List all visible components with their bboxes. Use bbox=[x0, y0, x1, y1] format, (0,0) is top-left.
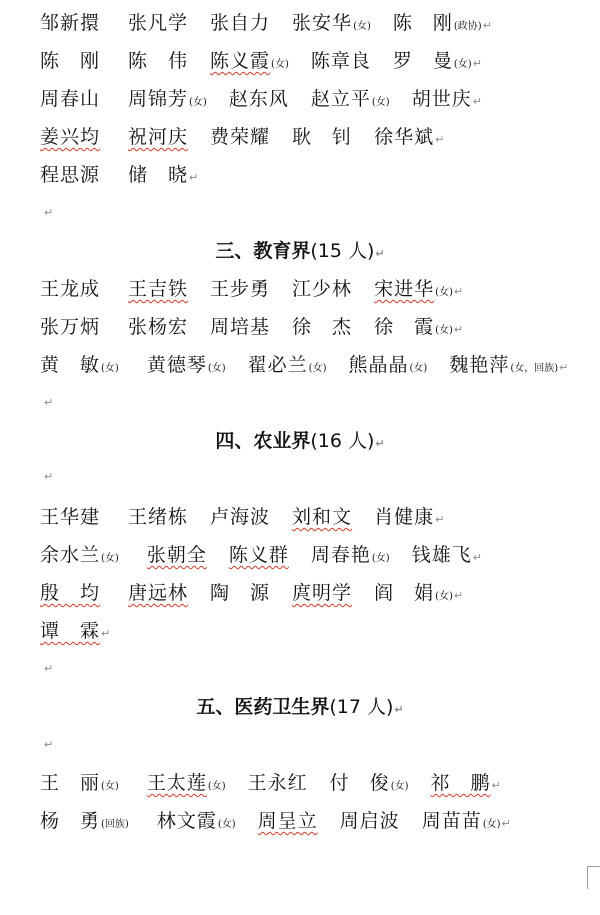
name-row bbox=[40, 350, 592, 380]
name-text: 周呈立 bbox=[257, 810, 318, 832]
paragraph-mark: ↵ bbox=[559, 361, 570, 374]
person-name bbox=[147, 350, 226, 384]
person-name bbox=[40, 274, 100, 304]
name-note: (女) bbox=[353, 21, 371, 32]
person-name bbox=[128, 8, 188, 38]
person-name bbox=[40, 616, 100, 646]
name-text: 付 俊 bbox=[329, 772, 390, 794]
person-name bbox=[147, 540, 207, 570]
section-title: 五、医药卫生界 bbox=[196, 696, 330, 718]
name-note: (政协) bbox=[453, 21, 482, 32]
name-text: 陈章良 bbox=[310, 50, 371, 72]
name-text: 储 晓 bbox=[128, 164, 189, 186]
name-text: 费荣耀 bbox=[210, 126, 271, 148]
name-note: (女) bbox=[271, 59, 289, 70]
name-row bbox=[40, 122, 592, 152]
person-name bbox=[292, 578, 352, 608]
section-heading-agriculture bbox=[0, 426, 600, 459]
name-row bbox=[40, 616, 592, 646]
person-name bbox=[422, 806, 501, 840]
name-text: 陈义霞 bbox=[210, 50, 271, 72]
paragraph-mark: ↵ bbox=[44, 470, 54, 483]
name-note: (女) bbox=[482, 819, 501, 830]
person-name bbox=[412, 540, 472, 570]
person-name bbox=[374, 578, 453, 612]
person-name bbox=[292, 274, 352, 304]
paragraph-mark: ↵ bbox=[375, 437, 385, 450]
person-name bbox=[292, 122, 352, 152]
section-count: (16 人) bbox=[310, 430, 375, 452]
person-name bbox=[311, 46, 371, 76]
name-note: (女，回族) bbox=[510, 363, 559, 374]
person-name bbox=[393, 46, 472, 80]
person-name bbox=[128, 502, 188, 532]
name-text: 周锦芳 bbox=[128, 88, 189, 110]
name-text: 祝河庆 bbox=[128, 126, 189, 148]
name-row bbox=[40, 46, 592, 76]
person-name bbox=[258, 806, 318, 836]
paragraph-mark: ↵ bbox=[453, 285, 465, 298]
person-name bbox=[374, 274, 453, 308]
person-name bbox=[292, 312, 352, 342]
name-text: 姜兴均 bbox=[40, 126, 101, 148]
person-name bbox=[292, 502, 352, 532]
name-text: 张朝全 bbox=[146, 544, 207, 566]
name-text: 王吉铁 bbox=[128, 278, 189, 300]
person-name bbox=[431, 768, 491, 798]
name-text: 王太莲 bbox=[146, 772, 207, 794]
name-text: 周春山 bbox=[40, 88, 101, 110]
person-name bbox=[40, 806, 129, 840]
paragraph-mark: ↵ bbox=[435, 513, 446, 526]
person-name bbox=[128, 578, 188, 608]
name-text: 熊晶晶 bbox=[348, 354, 409, 376]
name-row bbox=[40, 768, 592, 798]
name-text: 林文霞 bbox=[156, 810, 217, 832]
person-name bbox=[229, 84, 289, 114]
name-text: 胡世庆 bbox=[411, 88, 472, 110]
person-name bbox=[157, 806, 236, 840]
name-note: (女) bbox=[101, 553, 119, 564]
person-name bbox=[128, 274, 188, 304]
person-name bbox=[348, 350, 427, 384]
name-row bbox=[40, 540, 592, 570]
name-text: 徐华斌 bbox=[374, 126, 435, 148]
person-name bbox=[210, 502, 270, 532]
name-text: 张自力 bbox=[210, 12, 271, 34]
name-text: 唐远林 bbox=[128, 582, 189, 604]
name-text: 徐 杰 bbox=[292, 316, 353, 338]
name-note: (女) bbox=[390, 781, 409, 792]
section-title: 三、教育界 bbox=[215, 240, 311, 262]
paragraph-mark: ↵ bbox=[435, 133, 446, 146]
person-name bbox=[128, 46, 188, 76]
paragraph-mark: ↵ bbox=[472, 551, 483, 564]
person-name bbox=[210, 578, 270, 608]
name-row bbox=[40, 8, 592, 38]
paragraph-mark: ↵ bbox=[482, 19, 493, 32]
person-name bbox=[128, 312, 188, 342]
name-text: 周春艳 bbox=[310, 544, 371, 566]
name-text: 陈义群 bbox=[228, 544, 289, 566]
name-note: (女) bbox=[207, 781, 226, 792]
name-text: 江少林 bbox=[292, 278, 353, 300]
name-text: 耿 钊 bbox=[292, 126, 353, 148]
name-text: 邹新擐 bbox=[40, 12, 101, 34]
name-note: (女) bbox=[435, 325, 453, 336]
name-text: 殷 均 bbox=[40, 582, 101, 604]
name-note: (女) bbox=[409, 363, 428, 374]
name-row bbox=[40, 502, 592, 532]
name-text: 徐 霞 bbox=[374, 316, 435, 338]
name-row bbox=[40, 274, 592, 304]
person-name bbox=[340, 806, 400, 836]
paragraph-mark: ↵ bbox=[189, 171, 200, 184]
person-name bbox=[374, 122, 434, 152]
paragraph-mark: ↵ bbox=[394, 703, 404, 716]
name-text: 王绪栋 bbox=[128, 506, 189, 528]
person-name bbox=[40, 768, 119, 802]
page-corner-marker bbox=[587, 866, 600, 889]
paragraph-mark: ↵ bbox=[501, 817, 512, 830]
name-note: (女) bbox=[207, 363, 226, 374]
name-text: 肖健康 bbox=[374, 506, 435, 528]
name-text: 祁 鹏 bbox=[430, 772, 491, 794]
name-text: 陈 刚 bbox=[40, 50, 101, 72]
person-name bbox=[210, 312, 270, 342]
paragraph-mark: ↵ bbox=[101, 627, 112, 640]
name-note: (女) bbox=[435, 287, 453, 298]
name-text: 刘和文 bbox=[292, 506, 353, 528]
name-text: 王永红 bbox=[247, 772, 308, 794]
person-name bbox=[40, 46, 100, 76]
section-title: 四、农业界 bbox=[215, 430, 311, 452]
name-row bbox=[40, 84, 592, 114]
name-text: 钱雄飞 bbox=[411, 544, 472, 566]
name-text: 黄德琴 bbox=[146, 354, 207, 376]
name-row bbox=[40, 312, 592, 342]
name-row bbox=[40, 578, 592, 608]
name-text: 王龙成 bbox=[40, 278, 101, 300]
person-name bbox=[374, 502, 434, 532]
person-name bbox=[128, 122, 188, 152]
person-name bbox=[210, 122, 270, 152]
name-text: 谭 霖 bbox=[40, 620, 101, 642]
person-name bbox=[40, 502, 100, 532]
name-text: 余水兰 bbox=[40, 544, 101, 566]
name-note: (女) bbox=[453, 59, 472, 70]
person-name bbox=[229, 540, 289, 570]
person-name bbox=[248, 768, 308, 798]
name-text: 王华建 bbox=[40, 506, 101, 528]
name-text: 张安华 bbox=[292, 12, 353, 34]
name-text: 周培基 bbox=[210, 316, 271, 338]
name-note: (女) bbox=[189, 97, 207, 108]
paragraph-mark: ↵ bbox=[453, 323, 465, 336]
name-text: 卢海波 bbox=[210, 506, 271, 528]
paragraph-mark: ↵ bbox=[44, 396, 54, 409]
name-text: 张凡学 bbox=[128, 12, 189, 34]
name-text: 程思源 bbox=[40, 164, 101, 186]
paragraph-mark: ↵ bbox=[491, 779, 502, 792]
person-name bbox=[40, 350, 119, 384]
person-name bbox=[330, 768, 409, 802]
person-name bbox=[40, 578, 100, 608]
paragraph-mark: ↵ bbox=[472, 57, 483, 70]
paragraph-mark: ↵ bbox=[44, 206, 54, 219]
paragraph-mark: ↵ bbox=[472, 95, 483, 108]
person-name bbox=[210, 8, 270, 38]
name-text: 翟必兰 bbox=[247, 354, 308, 376]
section-count: (15 人) bbox=[310, 240, 375, 262]
name-text: 张万炳 bbox=[40, 316, 101, 338]
paragraph-mark: ↵ bbox=[44, 738, 54, 751]
name-text: 赵东风 bbox=[228, 88, 289, 110]
name-note: (女) bbox=[217, 819, 236, 830]
name-text: 宋进华 bbox=[374, 278, 435, 300]
person-name bbox=[311, 84, 390, 118]
paragraph-mark: ↵ bbox=[44, 662, 54, 675]
person-name bbox=[40, 540, 119, 574]
person-name bbox=[210, 274, 270, 304]
name-text: 魏艳萍 bbox=[449, 354, 510, 376]
name-note: (女) bbox=[435, 591, 453, 602]
section-heading-education bbox=[0, 236, 600, 269]
name-text: 杨 勇 bbox=[40, 810, 101, 832]
section-heading-medicine bbox=[0, 692, 600, 725]
person-name bbox=[40, 312, 100, 342]
name-row bbox=[40, 160, 592, 190]
person-name bbox=[374, 312, 453, 346]
person-name bbox=[412, 84, 472, 114]
name-text: 周启波 bbox=[339, 810, 400, 832]
name-note: (女) bbox=[371, 553, 390, 564]
name-note: (女) bbox=[371, 97, 390, 108]
name-note: (女) bbox=[101, 781, 119, 792]
person-name bbox=[128, 84, 207, 118]
name-text: 王步勇 bbox=[210, 278, 271, 300]
name-text: 陈 刚 bbox=[392, 12, 453, 34]
name-text: 张杨宏 bbox=[128, 316, 189, 338]
section-count: (17 人) bbox=[329, 696, 394, 718]
name-row bbox=[40, 806, 592, 836]
person-name bbox=[40, 84, 100, 114]
name-text: 黄 敏 bbox=[40, 354, 101, 376]
person-name bbox=[40, 8, 100, 38]
person-name bbox=[311, 540, 390, 574]
paragraph-mark: ↵ bbox=[453, 589, 465, 602]
paragraph-mark: ↵ bbox=[375, 247, 385, 260]
name-note: (回族) bbox=[101, 819, 129, 830]
name-text: 周苗苗 bbox=[421, 810, 482, 832]
name-text: 罗 曼 bbox=[392, 50, 453, 72]
person-name bbox=[248, 350, 327, 384]
person-name bbox=[147, 768, 226, 802]
name-text: 阎 娟 bbox=[374, 582, 435, 604]
person-name bbox=[210, 46, 289, 80]
name-text: 陈 伟 bbox=[128, 50, 189, 72]
name-note: (女) bbox=[308, 363, 327, 374]
person-name bbox=[393, 8, 482, 42]
person-name bbox=[449, 350, 558, 384]
name-text: 陶 源 bbox=[210, 582, 271, 604]
name-note: (女) bbox=[101, 363, 119, 374]
name-text: 赵立平 bbox=[310, 88, 371, 110]
name-text: 庹明学 bbox=[292, 582, 353, 604]
person-name bbox=[40, 122, 100, 152]
person-name bbox=[128, 160, 188, 190]
name-text: 王 丽 bbox=[40, 772, 101, 794]
person-name bbox=[292, 8, 371, 42]
person-name bbox=[40, 160, 100, 190]
